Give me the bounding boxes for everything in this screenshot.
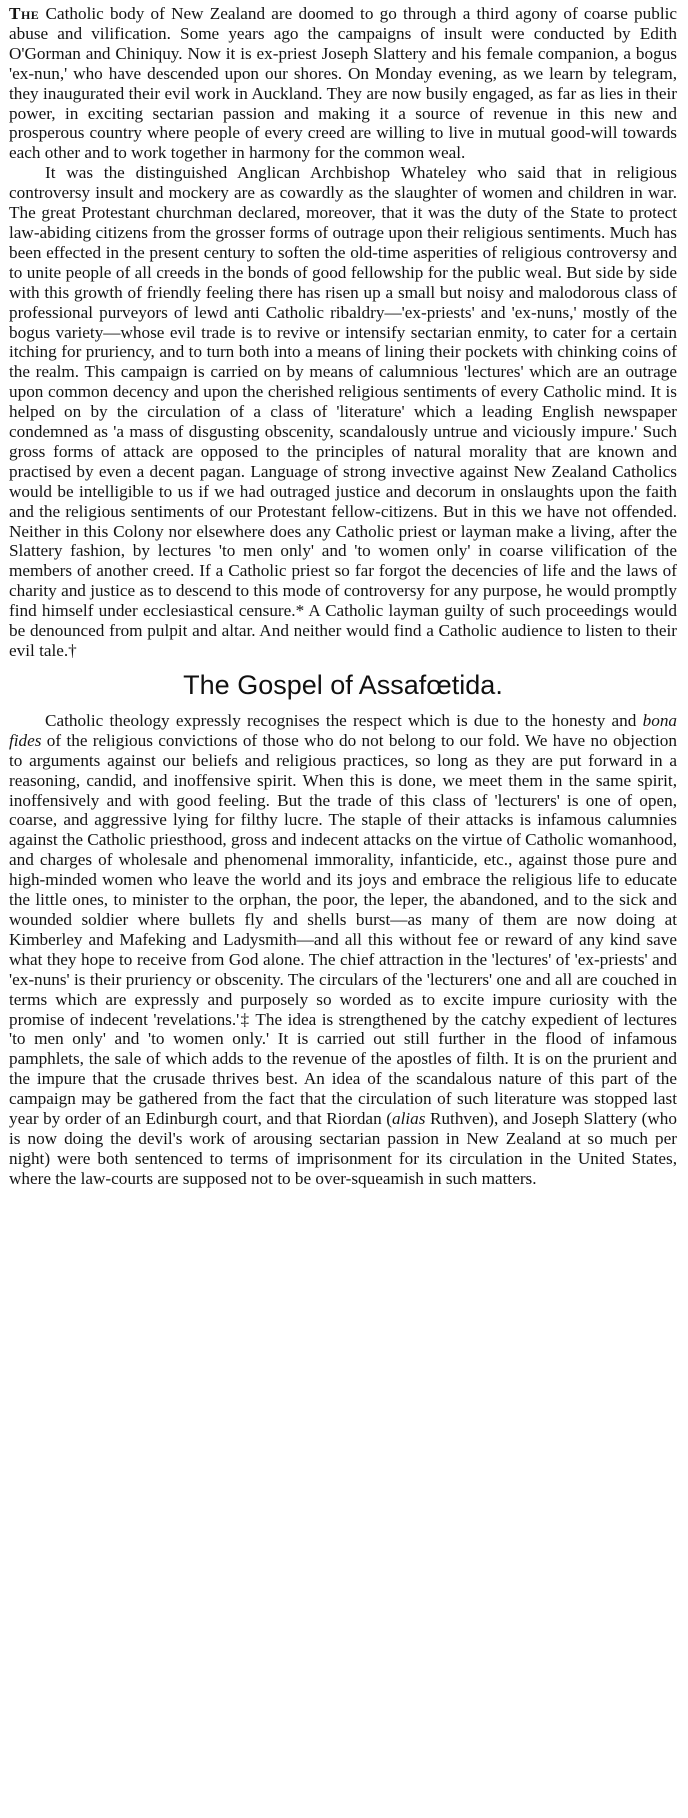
paragraph-3-text-c: of the religious convictions of those who do not belong to our fold. We have no objection to arguments against our beliefs and religious practices, so long as they are put forward in a reasoning, candid, and inoffensive spirit. When this is done, we meet them in the same spirit, inoffensively and with good feeling. But the trade of this class of 'lecturers' is one of open, coarse, and aggressive lying for filthy lucre. The staple of their attacks is infamous calumnies against the Catholic priesthood, gross and indecent attacks on the virtue of Catholic womanhood, and charges of wholesale and phenomenal immorality, infanticide, etc., against those pure and high-minded women who leave the world and its joys and embrace the religious life to educate the little ones, to minister to the orphan, the poor, the leper, the abandoned, and to the sick and wounded soldier where bullets fly and shells burst—as many of them are now doing at Kimberley and Mafeking and Ladysmith—and all this without fee or reward of any kind save what they hope to receive from God alone. The chief attraction in the 'lectures' of 'ex-priests' and 'ex-nuns' is their pruriency or obscenity. The circulars of the 'lecturers' one and all are couched in terms which are expressly and purposely so worded as to excite impure curiosity with the promise of indecent 'revelations.'‡ The idea is strengthened by the catchy expedient of lectures 'to men only' and 'to women only.' It is carried out still further in the flood of infamous pamphlets, the sale of which adds to the revenue of the apostles of filth. It is on the prurient and the impure that the crusade thrives best. An idea of the scandalous nature of this part of the campaign may be gathered from the fact that the circulation of such literature was stopped last year by order of an Edinburgh court, and that Riordan ( xyxy=(9,730,677,1129)
paragraph-3 xyxy=(9,711,677,1189)
paragraph-2-text: It was the distinguished Anglican Archbishop Whateley who said that in religious controversy insult and mockery are as cowardly as the slaughter of women and children in war. The great Protestant churchman declared, moreover, that it was the duty of the State to protect law-abiding citizens from the grosser forms of outrage upon their religious sentiments. Much has been effected in the present century to soften the old-time asperities of religious controversy and to unite people of all creeds in the bonds of good fellowship for the public weal. But side by side with this growth of friendly feeling there has risen up a small but noisy and malodorous class of professional purveyors of lewd anti Catholic ribaldry—'ex-priests' and 'ex-nuns,' mostly of the bogus variety—whose evil trade is to revive or intensify sectarian enmity, to cater for a certain itching for pruriency, and to turn both into a means of lining their pockets with chinking coins of the realm. This campaign is carried on by means of calumnious 'lectures' which are an outrage upon common decency and upon the cherished religious sentiments of every Catholic mind. It is helped on by the circulation of a class of 'literature' which a leading English newspaper condemned as 'a mass of disgusting obscenity, scandalously untrue and viciously impure.' Such gross forms of attack are opposed to the principles of natural morality that are known and practised by even a decent pagan. Language of strong invective against New Zealand Catholics would be intelligible to us if we had outraged justice and decorum in onslaughts upon the faith and the religious sentiments of our Protestant fellow-citizens. But in this we have not offended. Neither in this Colony nor elsewhere does any Catholic priest or layman make a living, after the Slattery fashion, by lectures 'to men only' and 'to women only' in coarse vilification of the members of another creed. If a Catholic priest so far forgot the decencies of life and the laws of charity and justice as to descend to this mode of controversy for any purpose, he would promptly find himself under ecclesiastical censure.* A Catholic layman guilty of such proceedings would be denounced from pulpit and altar. And neither would find a Catholic audience to listen to their evil tale.† xyxy=(9,163,677,660)
paragraph-3-text-a: Catholic theology expressly recognises the respect which is due to the honesty and xyxy=(45,710,643,730)
paragraph-3-text-e: Ruthven), and Joseph Slattery (who is now doing the devil's work of arousing sectarian passion in New Zealand at so much per night) were both sentenced to terms of imprisonment for its circulation in the United States, where the law-courts are supposed not to be over-squeamish in such matters. xyxy=(9,1109,677,1188)
paragraph-3-italic-bona-fides: bona fides xyxy=(9,710,677,750)
paragraph-2 xyxy=(9,163,677,661)
article-column xyxy=(9,4,677,1189)
section-heading: The Gospel of Assafœtida. xyxy=(183,669,503,700)
paragraph-1-text: Catholic body of New Zealand are doomed to go through a third agony of coarse public abuse and vilification. Some years ago the campaigns of insult were conducted by Edith O'Gorman and Chiniquy. Now it is ex-priest Joseph Slattery and his female companion, a bogus 'ex-nun,' who have descended upon our shores. On Monday evening, as we learn by telegram, they inaugurated their evil work in Auckland. They are now busily engaged, as far as lies in their power, in exciting sectarian passion and making it a source of revenue in this new and prosperous country where people of every creed are willing to live in mutual good-will towards each other and to work together in harmony for the common weal. xyxy=(9,4,677,163)
paragraph-3-italic-alias: alias xyxy=(391,1109,426,1129)
lead-word: The xyxy=(9,4,40,23)
paragraph-1 xyxy=(9,4,677,163)
